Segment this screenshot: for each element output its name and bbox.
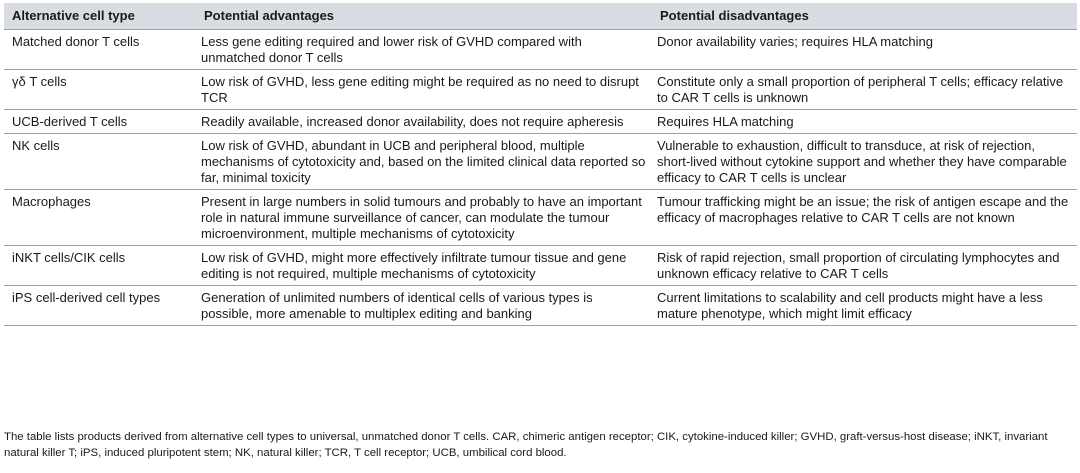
cell-type: iPS cell-derived cell types [4, 286, 196, 326]
cell-disadvantages: Constitute only a small proportion of peripheral T cells; efficacy relative to CAR T cells is unknown [652, 70, 1077, 110]
cell-advantages: Present in large numbers in solid tumours and probably to have an important role in natural immune surveillance of cancer, can modulate the tumour microenvironment, multiple mechanisms of cytotoxicity [196, 190, 652, 246]
cell-advantages: Low risk of GVHD, abundant in UCB and peripheral blood, multiple mechanisms of cytotoxicity and, based on the limited clinical data reported so far, minimal toxicity [196, 134, 652, 190]
table-row [4, 246, 1077, 286]
header-advantages: Potential advantages [196, 3, 652, 30]
cell-type: iNKT cells/CIK cells [4, 246, 196, 286]
cell-advantages: Low risk of GVHD, might more effectively infiltrate tumour tissue and gene editing is not required, multiple mechanisms of cytotoxicity [196, 246, 652, 286]
table-row [4, 286, 1077, 326]
header-cell-type: Alternative cell type [4, 3, 196, 30]
cell-type: NK cells [4, 134, 196, 190]
header-disadvantages: Potential disadvantages [652, 3, 1077, 30]
table-row [4, 110, 1077, 134]
cell-type: γδ T cells [4, 70, 196, 110]
cell-advantages: Low risk of GVHD, less gene editing might be required as no need to disrupt TCR [196, 70, 652, 110]
table-header [4, 3, 1077, 30]
table-row [4, 70, 1077, 110]
cell-advantages: Less gene editing required and lower risk of GVHD compared with unmatched donor T cells [196, 30, 652, 70]
table-row [4, 190, 1077, 246]
cell-disadvantages: Donor availability varies; requires HLA matching [652, 30, 1077, 70]
cell-advantages: Generation of unlimited numbers of identical cells of various types is possible, more amenable to multiplex editing and banking [196, 286, 652, 326]
cell-disadvantages: Vulnerable to exhaustion, difficult to transduce, at risk of rejection, short-lived without cytokine support and whether they have comparable efficacy to CAR T cells is unclear [652, 134, 1077, 190]
header-row [4, 3, 1077, 30]
table-body [4, 30, 1077, 326]
cell-advantages: Readily available, increased donor availability, does not require apheresis [196, 110, 652, 134]
alternative-cell-types-table [4, 3, 1077, 326]
cell-type: Matched donor T cells [4, 30, 196, 70]
cell-disadvantages: Risk of rapid rejection, small proportion of circulating lymphocytes and unknown efficacy relative to CAR T cells [652, 246, 1077, 286]
cell-type: Macrophages [4, 190, 196, 246]
table-row [4, 134, 1077, 190]
table-caption: The table lists products derived from alternative cell types to universal, unmatched donor T cells. CAR, chimeric antigen receptor; CIK, cytokine-induced killer; GVHD, graft-versus-host disease; iNKT, invariant natural killer T; iPS, induced pluripotent stem; NK, natural killer; TCR, T cell receptor; UCB, umbilical cord blood. [4, 431, 1048, 459]
cell-disadvantages: Current limitations to scalability and cell products might have a less mature phenotype, which might limit efficacy [652, 286, 1077, 326]
cell-disadvantages: Requires HLA matching [652, 110, 1077, 134]
cell-disadvantages: Tumour trafficking might be an issue; the risk of antigen escape and the efficacy of macrophages relative to CAR T cells are not known [652, 190, 1077, 246]
cell-type: UCB-derived T cells [4, 110, 196, 134]
table-row [4, 30, 1077, 70]
